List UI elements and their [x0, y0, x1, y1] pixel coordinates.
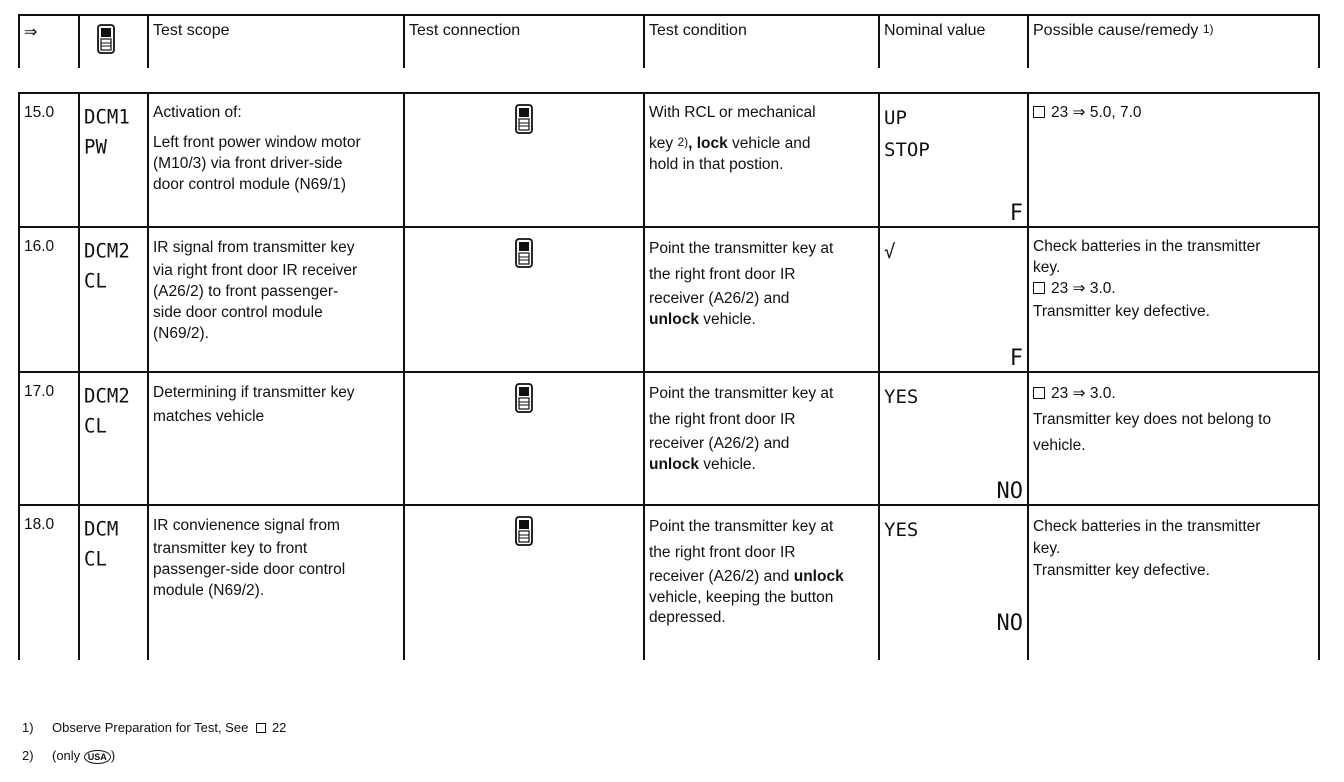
step-number: 16.0 [20, 228, 80, 371]
header-test-condition: Test condition [645, 16, 880, 68]
cause-ref: 23 ⇒ 3.0. [1051, 385, 1116, 402]
cause-line: Transmitter key defective. [1033, 562, 1210, 579]
footnote-text: Observe Preparation for Test, See [52, 720, 249, 735]
test-condition [645, 506, 880, 660]
test-condition [645, 94, 880, 226]
condition-line: receiver (A26/2) and [649, 435, 790, 452]
hand-held-tester-icon [96, 24, 116, 54]
scope-line: door control module (N69/1) [153, 176, 346, 193]
condition-footnote: 2) [677, 135, 689, 149]
scope-line: Activation of: [153, 104, 242, 121]
cause-line: Transmitter key does not belong to [1033, 411, 1272, 428]
condition-text: vehicle. [698, 311, 756, 328]
footnote-mark: 2) [22, 748, 34, 763]
condition-line: With RCL or mechanical [649, 104, 816, 121]
test-connection [405, 506, 645, 660]
nominal-value [880, 228, 1029, 371]
arrow-icon: ⇒ [24, 24, 38, 41]
footnote-mark: 1) [22, 720, 34, 735]
nominal-line: YES [884, 386, 919, 408]
scope-line: Determining if transmitter key [153, 384, 355, 401]
footnote-text: ) [110, 748, 116, 763]
cause-line [1033, 102, 1314, 123]
table-row [20, 373, 1318, 506]
footnote-ref: 22 [271, 720, 287, 735]
test-table [18, 92, 1320, 660]
nominal-value [880, 373, 1029, 504]
possible-cause [1029, 94, 1318, 226]
display-line-1: DCM [84, 517, 119, 541]
step-number: 17.0 [20, 373, 80, 504]
condition-line [649, 310, 874, 330]
scope-line: module (N69/2). [153, 582, 265, 599]
scope-line: Left front power window motor [153, 134, 361, 151]
condition-text: key [649, 135, 678, 152]
condition-line: hold in that postion. [649, 156, 784, 173]
condition-line: vehicle, keeping the button [649, 589, 834, 606]
possible-cause [1029, 228, 1318, 371]
scope-line: IR signal from transmitter key [153, 239, 355, 256]
possible-cause [1029, 373, 1318, 504]
header-arrow-cell [20, 16, 80, 68]
test-scope [149, 373, 405, 504]
header-test-connection: Test connection [405, 16, 645, 68]
condition-text: receiver (A26/2) and [649, 568, 794, 585]
nominal-line: STOP [884, 139, 930, 161]
book-reference-icon [1033, 106, 1045, 118]
hand-held-tester-icon [514, 516, 534, 546]
scope-line: passenger-side door control [153, 561, 346, 578]
scope-line: IR convienence signal from [153, 517, 340, 534]
nominal-line: YES [884, 519, 919, 541]
cause-line: vehicle. [1033, 437, 1086, 454]
hand-held-tester-icon [514, 104, 534, 134]
table-row [20, 228, 1318, 373]
condition-bold: unlock [793, 568, 844, 585]
test-connection [405, 228, 645, 371]
cause-ref: 23 ⇒ 5.0, 7.0 [1051, 104, 1142, 121]
scope-line: (M10/3) via front driver-side [153, 155, 343, 172]
header-cause-footnote: 1) [1202, 22, 1214, 36]
condition-text: vehicle and [727, 135, 811, 152]
hand-held-tester-icon [514, 238, 534, 268]
usa-badge: USA [84, 750, 111, 764]
test-condition [645, 373, 880, 504]
condition-bold: unlock [649, 456, 699, 473]
header-possible-cause [1029, 16, 1318, 68]
possible-cause [1029, 506, 1318, 660]
header-test-scope: Test scope [149, 16, 405, 68]
display-line-2: CL [84, 269, 107, 293]
footnote-1 [22, 720, 286, 735]
display-line-2: CL [84, 414, 107, 438]
scope-line: (N69/2). [153, 325, 209, 342]
condition-line: Point the transmitter key at [649, 518, 834, 535]
cause-line: key. [1033, 540, 1061, 557]
scope-line: transmitter key to front [153, 540, 308, 557]
display-line-1: DCM2 [84, 384, 130, 408]
condition-bold: unlock [649, 311, 699, 328]
tester-display [80, 228, 149, 371]
cause-line: Check batteries in the transmitter [1033, 518, 1261, 535]
condition-line: the right front door IR [649, 411, 796, 428]
step-number: 18.0 [20, 506, 80, 660]
condition-line: the right front door IR [649, 544, 796, 561]
cause-line: key. [1033, 259, 1061, 276]
test-scope [149, 506, 405, 660]
footnote-2 [22, 748, 115, 764]
step-number: 15.0 [20, 94, 80, 226]
nominal-value [880, 506, 1029, 660]
test-scope [149, 94, 405, 226]
check-mark: √ [884, 241, 896, 263]
hand-held-tester-icon [514, 383, 534, 413]
condition-line: the right front door IR [649, 266, 796, 283]
nominal-flag: NO [996, 479, 1023, 504]
display-line-2: PW [84, 135, 107, 159]
cause-line: Transmitter key defective. [1033, 303, 1210, 320]
cause-line [1033, 278, 1314, 299]
test-connection [405, 373, 645, 504]
table-row [20, 506, 1318, 660]
tester-display [80, 94, 149, 226]
display-line-2: CL [84, 547, 107, 571]
condition-line [649, 132, 874, 154]
condition-line [649, 566, 874, 588]
cause-line [1033, 381, 1314, 407]
scope-line: matches vehicle [153, 408, 265, 425]
scope-line: (A26/2) to front passenger- [153, 283, 339, 300]
book-reference-icon [1033, 387, 1045, 399]
header-cause-label: Possible cause/remedy [1033, 22, 1199, 39]
nominal-value [880, 94, 1029, 226]
nominal-flag: NO [996, 611, 1023, 636]
display-line-1: DCM2 [84, 239, 130, 263]
test-condition [645, 228, 880, 371]
footnote-text: (only [52, 748, 84, 763]
display-line-1: DCM1 [84, 105, 130, 129]
scope-line: via right front door IR receiver [153, 262, 358, 279]
test-scope [149, 228, 405, 371]
condition-bold: , lock [688, 135, 728, 152]
condition-text: vehicle. [698, 456, 756, 473]
header-tester-cell [80, 16, 149, 68]
condition-line: Point the transmitter key at [649, 385, 834, 402]
tester-display [80, 373, 149, 504]
table-header [18, 14, 1320, 68]
condition-line: depressed. [649, 609, 726, 626]
test-connection [405, 94, 645, 226]
table-row [20, 94, 1318, 228]
tester-display [80, 506, 149, 660]
nominal-flag: F [1009, 201, 1023, 226]
condition-line: receiver (A26/2) and [649, 290, 790, 307]
cause-ref: 23 ⇒ 3.0. [1051, 280, 1116, 297]
condition-line: Point the transmitter key at [649, 240, 834, 257]
cause-line: Check batteries in the transmitter [1033, 238, 1261, 255]
book-reference-icon [1033, 282, 1045, 294]
book-reference-icon [256, 723, 266, 733]
nominal-line: UP [884, 107, 907, 129]
scope-line: side door control module [153, 304, 323, 321]
nominal-flag: F [1009, 346, 1023, 371]
header-nominal-value: Nominal value [880, 16, 1029, 68]
condition-line [649, 455, 874, 475]
